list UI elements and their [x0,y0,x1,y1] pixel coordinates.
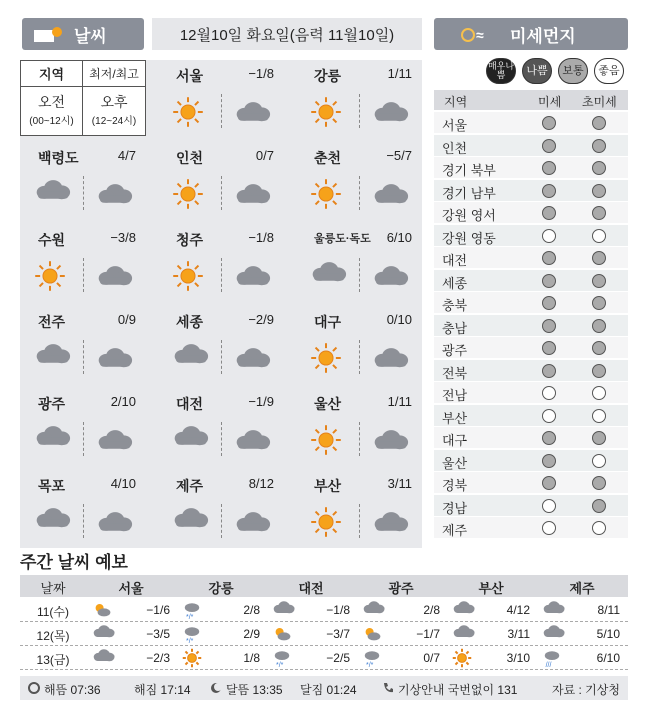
footer: 해뜸 07:36 해짐 17:14 달뜸 13:35 달짐 01:24 기상안내 국번없이 131 자료 : 기상청 [20,676,628,700]
pm10-dot [542,476,556,490]
pm25-dot [592,229,606,243]
sun-icon [182,648,202,671]
pm10-dot [542,409,556,423]
cloud-icon [310,260,348,288]
city-name: 목포 [38,478,66,494]
weekly-temp: −3/7 [326,627,350,641]
city-cell [296,388,422,464]
dust-row: 세종 [434,270,628,292]
pm25-dot [592,521,606,535]
dust-row: 충북 [434,292,628,314]
cloud-icon [96,182,134,210]
pm25-dot [592,409,606,423]
cloud-icon [372,346,410,374]
pm10-dot [542,386,556,400]
cloud-icon [272,600,296,617]
weekly-temp: 3/10 [506,651,530,665]
cloud-icon [34,178,72,206]
weekly-temp: 8/11 [597,603,620,617]
city-name: 부산 [314,478,342,494]
sun-icon [172,260,204,297]
weekly-temp: 4/12 [506,603,530,617]
pm10-dot [542,116,556,130]
city-temp: −5/7 [386,148,412,163]
dust-title: ≈ 미세먼지 [434,18,628,50]
dust-row: 경기 남부 [434,180,628,202]
pm25-dot [592,251,606,265]
weekly-row [20,647,628,670]
dust-row: 경북 [434,472,628,494]
city-temp: −1/8 [248,230,274,245]
cloud-icon [452,624,476,641]
dust-table-header: 지역 미세 초미세 [434,90,628,110]
dust-row: 광주 [434,337,628,359]
pm10-dot [542,319,556,333]
city-temp: 4/10 [110,476,136,491]
city-name: 광주 [38,396,66,412]
weekly-date: 11(수) [36,605,70,619]
city-cell [158,306,284,382]
cloud-icon [372,428,410,456]
rain-icon [542,648,562,671]
pm25-dot [592,386,606,400]
weekly-temp: 3/11 [507,627,530,641]
city-cell [20,470,146,546]
pm10-dot [542,431,556,445]
pm10-dot [542,206,556,220]
svg-text:*/*: */* [186,614,194,620]
city-cell [296,60,422,136]
pm10-dot [542,499,556,513]
weekly-header [20,575,628,597]
weekly-row [20,623,628,646]
weekly-col-0: 날짜 [40,581,66,596]
pm10-dot [542,274,556,288]
dust-panel [434,58,628,540]
city-cell [296,142,422,218]
cloud-icon [542,600,566,617]
cloud-icon [34,424,72,452]
city-cell [296,470,422,546]
legend-box [20,60,146,136]
dust-level-2: 보통 [558,58,588,84]
sun-cloud-icon [34,24,66,44]
pm25-dot [592,116,606,130]
city-cell [20,388,146,464]
snow-rain-icon [182,624,202,647]
weekly-temp: 6/10 [596,651,620,665]
weekly-temp: 2/9 [243,627,260,641]
pm25-dot [592,161,606,175]
dust-level-1: 나쁨 [522,58,552,84]
city-cell [296,224,422,300]
city-temp: 0/7 [255,148,274,163]
city-name: 인천 [176,150,204,166]
snow-rain-icon [362,648,382,671]
city-name: 대전 [176,396,204,412]
cloud-icon [96,264,134,292]
city-name: 백령도 [38,150,79,166]
pm10-dot [542,296,556,310]
dust-row: 대구 [434,427,628,449]
pm25-dot [592,476,606,490]
cloud-icon [542,624,566,641]
legend-pm: 오후 (12~24시) [91,94,137,127]
pm25-dot [592,341,606,355]
pm10-dot [542,341,556,355]
cloud-icon [372,100,410,128]
city-name: 제주 [176,478,204,494]
city-temp: 0/9 [117,312,136,327]
sun-cloud-icon [272,624,292,647]
sun-icon [452,648,472,671]
city-name: 세종 [176,314,204,330]
weekly-col-4: 광주 [388,581,414,596]
pm10-dot [542,251,556,265]
city-temp: 3/11 [387,476,412,491]
dust-row: 울산 [434,450,628,472]
city-temp: 8/12 [248,476,274,491]
weekly-temp: 2/8 [243,603,260,617]
cloud-icon [452,600,476,617]
svg-text:≈: ≈ [476,27,484,43]
city-temp: 2/10 [110,394,136,409]
pm10-dot [542,184,556,198]
cloud-icon [234,182,272,210]
svg-text:///: /// [545,662,552,668]
city-name: 강릉 [314,68,342,84]
cloud-icon [172,424,210,452]
weekly-table [20,575,628,671]
cloud-icon [372,182,410,210]
pm10-dot [542,229,556,243]
city-name: 수원 [38,232,66,248]
snow-rain-icon [182,600,202,623]
weekly-temp: 5/10 [596,627,620,641]
dust-row: 인천 [434,135,628,157]
city-temp: 4/7 [117,148,136,163]
dust-level-0: 매우나쁨 [486,58,516,84]
cloud-icon [34,506,72,534]
city-temp: 1/11 [387,66,412,81]
city-temp: −1/8 [248,66,274,81]
cloud-icon [96,510,134,538]
sun-icon [310,178,342,215]
weekly-temp: 0/7 [423,651,440,665]
sun-icon [310,506,342,543]
pm25-dot [592,364,606,378]
sun-icon [172,178,204,215]
svg-text:*/*: */* [276,662,284,668]
pm10-dot [542,364,556,378]
city-cell [158,142,284,218]
weekly-col-2: 강릉 [208,581,234,596]
dust-row: 강원 영동 [434,225,628,247]
pm25-dot [592,296,606,310]
weekly-col-5: 부산 [478,581,504,596]
legend-range: 최저/최고 [83,61,145,87]
legend-am: 오전 (00~12시) [21,87,83,135]
city-cell [158,470,284,546]
cloud-icon [234,346,272,374]
moon-icon [210,682,222,697]
weekly-temp: −2/5 [326,651,350,665]
city-temp: −1/9 [248,394,274,409]
pm25-dot [592,184,606,198]
weekly-date: 12(목) [36,629,70,643]
city-name: 울산 [314,396,342,412]
dust-level-3: 좋음 [594,58,624,84]
city-cell [20,306,146,382]
cloud-icon [172,506,210,534]
weekly-col-1: 서울 [118,581,144,596]
cloud-icon [362,600,386,617]
dust-row: 서울 [434,112,628,134]
city-cell [158,60,284,136]
sun-icon [310,96,342,133]
sun-icon [310,342,342,379]
cloud-icon [234,264,272,292]
sun-icon [28,682,40,697]
weekly-date: 13(금) [36,653,70,667]
cloud-icon [34,342,72,370]
city-cell [20,142,146,218]
cloud-icon [234,428,272,456]
cloud-icon [372,510,410,538]
weekly-temp: 2/8 [423,603,440,617]
dust-row: 제주 [434,517,628,539]
cloud-icon [372,264,410,292]
weekly-temp: −2/3 [146,651,170,665]
city-temp: 1/11 [387,394,412,409]
cloud-icon [92,624,116,641]
pm10-dot [542,521,556,535]
city-temp: 0/10 [386,312,412,327]
pm25-dot [592,454,606,468]
city-name: 서울 [176,68,204,84]
cloud-icon [92,648,116,665]
pm25-dot [592,319,606,333]
dust-icon [456,25,500,45]
sun-icon [172,96,204,133]
city-name: 울릉도·독도 [314,233,371,245]
cloud-icon [96,428,134,456]
sun-icon [34,260,66,297]
weekly-temp: −1/7 [416,627,440,641]
cloud-icon [96,346,134,374]
city-cell [296,306,422,382]
legend-region: 지역 [21,61,83,87]
phone-icon [382,682,394,697]
city-cell [158,224,284,300]
city-cell [20,224,146,300]
snow-rain-icon [272,648,292,671]
pm25-dot [592,206,606,220]
pm25-dot [592,274,606,288]
dust-row: 전북 [434,360,628,382]
city-name: 전주 [38,314,66,330]
pm25-dot [592,431,606,445]
date-label: 12월10일 화요일(음력 11월10일) [152,18,422,50]
city-temp: −2/9 [248,312,274,327]
dust-row: 부산 [434,405,628,427]
dust-row: 대전 [434,247,628,269]
weekly-row [20,599,628,622]
pm10-dot [542,454,556,468]
city-name: 대구 [314,314,342,330]
city-name: 춘천 [314,150,342,166]
pm25-dot [592,139,606,153]
sun-cloud-icon [92,600,112,623]
city-temp: 6/10 [386,230,412,245]
dust-row: 강원 영서 [434,202,628,224]
dust-row: 경기 북부 [434,157,628,179]
weekly-temp: −1/8 [326,603,350,617]
sun-cloud-icon [362,624,382,647]
pm10-dot [542,161,556,175]
svg-text:*/*: */* [366,662,374,668]
cloud-icon [172,342,210,370]
weekly-col-6: 제주 [569,581,595,596]
dust-row: 경남 [434,495,628,517]
city-temp: −3/8 [110,230,136,245]
pm25-dot [592,499,606,513]
dust-row: 충남 [434,315,628,337]
weekly-temp: 1/8 [243,651,260,665]
city-name: 청주 [176,232,204,248]
weather-title: 날씨 [22,18,144,50]
weekly-temp: −1/6 [146,603,170,617]
cloud-icon [234,510,272,538]
weekly-col-3: 대전 [298,581,324,596]
weekly-temp: −3/5 [146,627,170,641]
pm10-dot [542,139,556,153]
dust-row: 전남 [434,382,628,404]
svg-text:*/*: */* [186,638,194,644]
sun-icon [310,424,342,461]
city-cell [158,388,284,464]
cloud-icon [234,100,272,128]
weekly-title: 주간 날씨 예보 [20,553,128,572]
